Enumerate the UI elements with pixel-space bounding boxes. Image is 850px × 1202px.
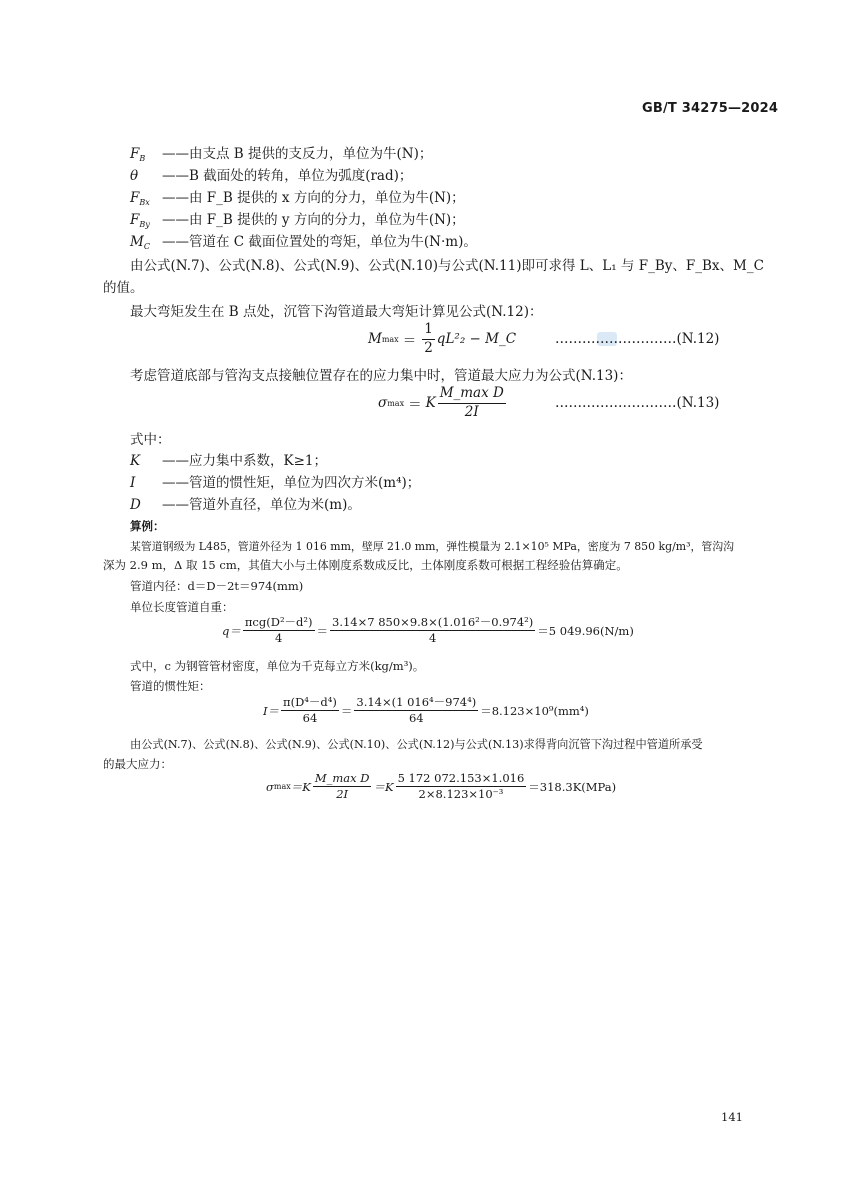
inertia-label: 管道的惯性矩： <box>130 679 211 693</box>
c-note: 式中，c 为钢管管材密度，单位为千克每立方米(kg/m³)。 <box>130 659 425 673</box>
definition-fby: $F_{By}$ ——由 F_B 提供的 y 方向的分力，单位为牛(N)； <box>130 212 465 229</box>
example-line-2: 深为 2.9 m，Δ 取 15 cm，其值大小与土体刚度系数成反比，土体刚度系数可根据工程经验估算确定。 <box>103 558 628 572</box>
definition-fb: $F_B$ ——由支点 B 提供的支反力，单位为牛(N)； <box>130 146 433 163</box>
example-line-1: 某管道钢级为 L485，管道外径为 1 016 mm，壁厚 21.0 mm，弹性模量为 2.1×10⁵ MPa，密度为 7 850 kg/m³，管沟沟 <box>130 540 735 553</box>
definition-k: K ——应力集中系数，K≥1； <box>130 453 327 469</box>
equation-number-n12: ………………………(N.12) <box>555 331 720 347</box>
last-paragraph-line-2: 的最大应力： <box>103 757 172 771</box>
inner-diameter: 管道内径：d＝D－2t＝974(mm) <box>130 579 304 593</box>
equation-number-n13: ………………………(N.13) <box>555 395 720 411</box>
sigma-formula: σ max ＝K $\frac{\text{M\_max D}}{2I}$ ＝K $\frac{5 172 072.153\times 1.016}{\text{2×8.123×10⁻³}}$ ＝318.3K(MPa) <box>266 771 617 802</box>
where-label: 式中： <box>130 432 171 448</box>
last-paragraph-line-1: 由公式(N.7)、公式(N.8)、公式(N.9)、公式(N.10)、公式(N.12)与公式(N.13)求得背向沉管下沟过程中管道所承受 <box>130 738 703 751</box>
paragraph-1-line-2: 的值。 <box>103 280 144 296</box>
definition-fbx: $F_{Bx}$ ——由 F_B 提供的 x 方向的分力，单位为牛(N)； <box>130 190 465 207</box>
definition-mc: $M_C$ ——管道在 C 截面位置处的弯矩，单位为牛(N·m)。 <box>130 234 477 251</box>
paragraph-3: 考虑管道底部与管沟支点接触位置存在的应力集中时，管道最大应力为公式(N.13)： <box>130 368 632 384</box>
page-number: 141 <box>721 1110 743 1124</box>
definition-theta: θ ——B 截面处的转角，单位为弧度(rad)； <box>130 168 413 184</box>
paragraph-1-line-1: 由公式(N.7)、公式(N.8)、公式(N.9)、公式(N.10)与公式(N.11)即可求得 L、L₁ 与 F_By、F_Bx、M_C <box>130 258 764 274</box>
i-formula: I＝ $\frac{\text{π(D⁴－d⁴)}}{64}$ ＝ $\frac{\text{3.14×(1 016⁴－974⁴)}}{64}$ ＝8.123×10⁹(mm⁴) <box>263 695 589 726</box>
definition-d: D ——管道外直径，单位为米(m)。 <box>130 497 361 513</box>
paragraph-2: 最大弯矩发生在 B 点处，沉管下沟管道最大弯矩计算见公式(N.12)： <box>130 304 543 320</box>
equation-n12: M max ＝ $\frac{1}{2}$ qL²₂ − M_C <box>368 321 517 356</box>
standard-number: GB/T 34275—2024 <box>642 101 779 116</box>
equation-n13: σ max ＝ K $\frac{\text{M\_max D}}{2I}$ <box>378 385 504 420</box>
example-label: 算例： <box>130 519 165 533</box>
weight-label: 单位长度管道自重： <box>130 600 234 614</box>
definition-i: I ——管道的惯性矩，单位为四次方米(m⁴)； <box>130 475 421 491</box>
q-formula: q＝ $\frac{\text{πcg(D²－d²)}}{4}$ ＝ $\frac{\text{3.14×7 850×9.8×(1.016²－0.974²)}}{4}$ ＝5 049.96(N/m) <box>222 615 634 646</box>
